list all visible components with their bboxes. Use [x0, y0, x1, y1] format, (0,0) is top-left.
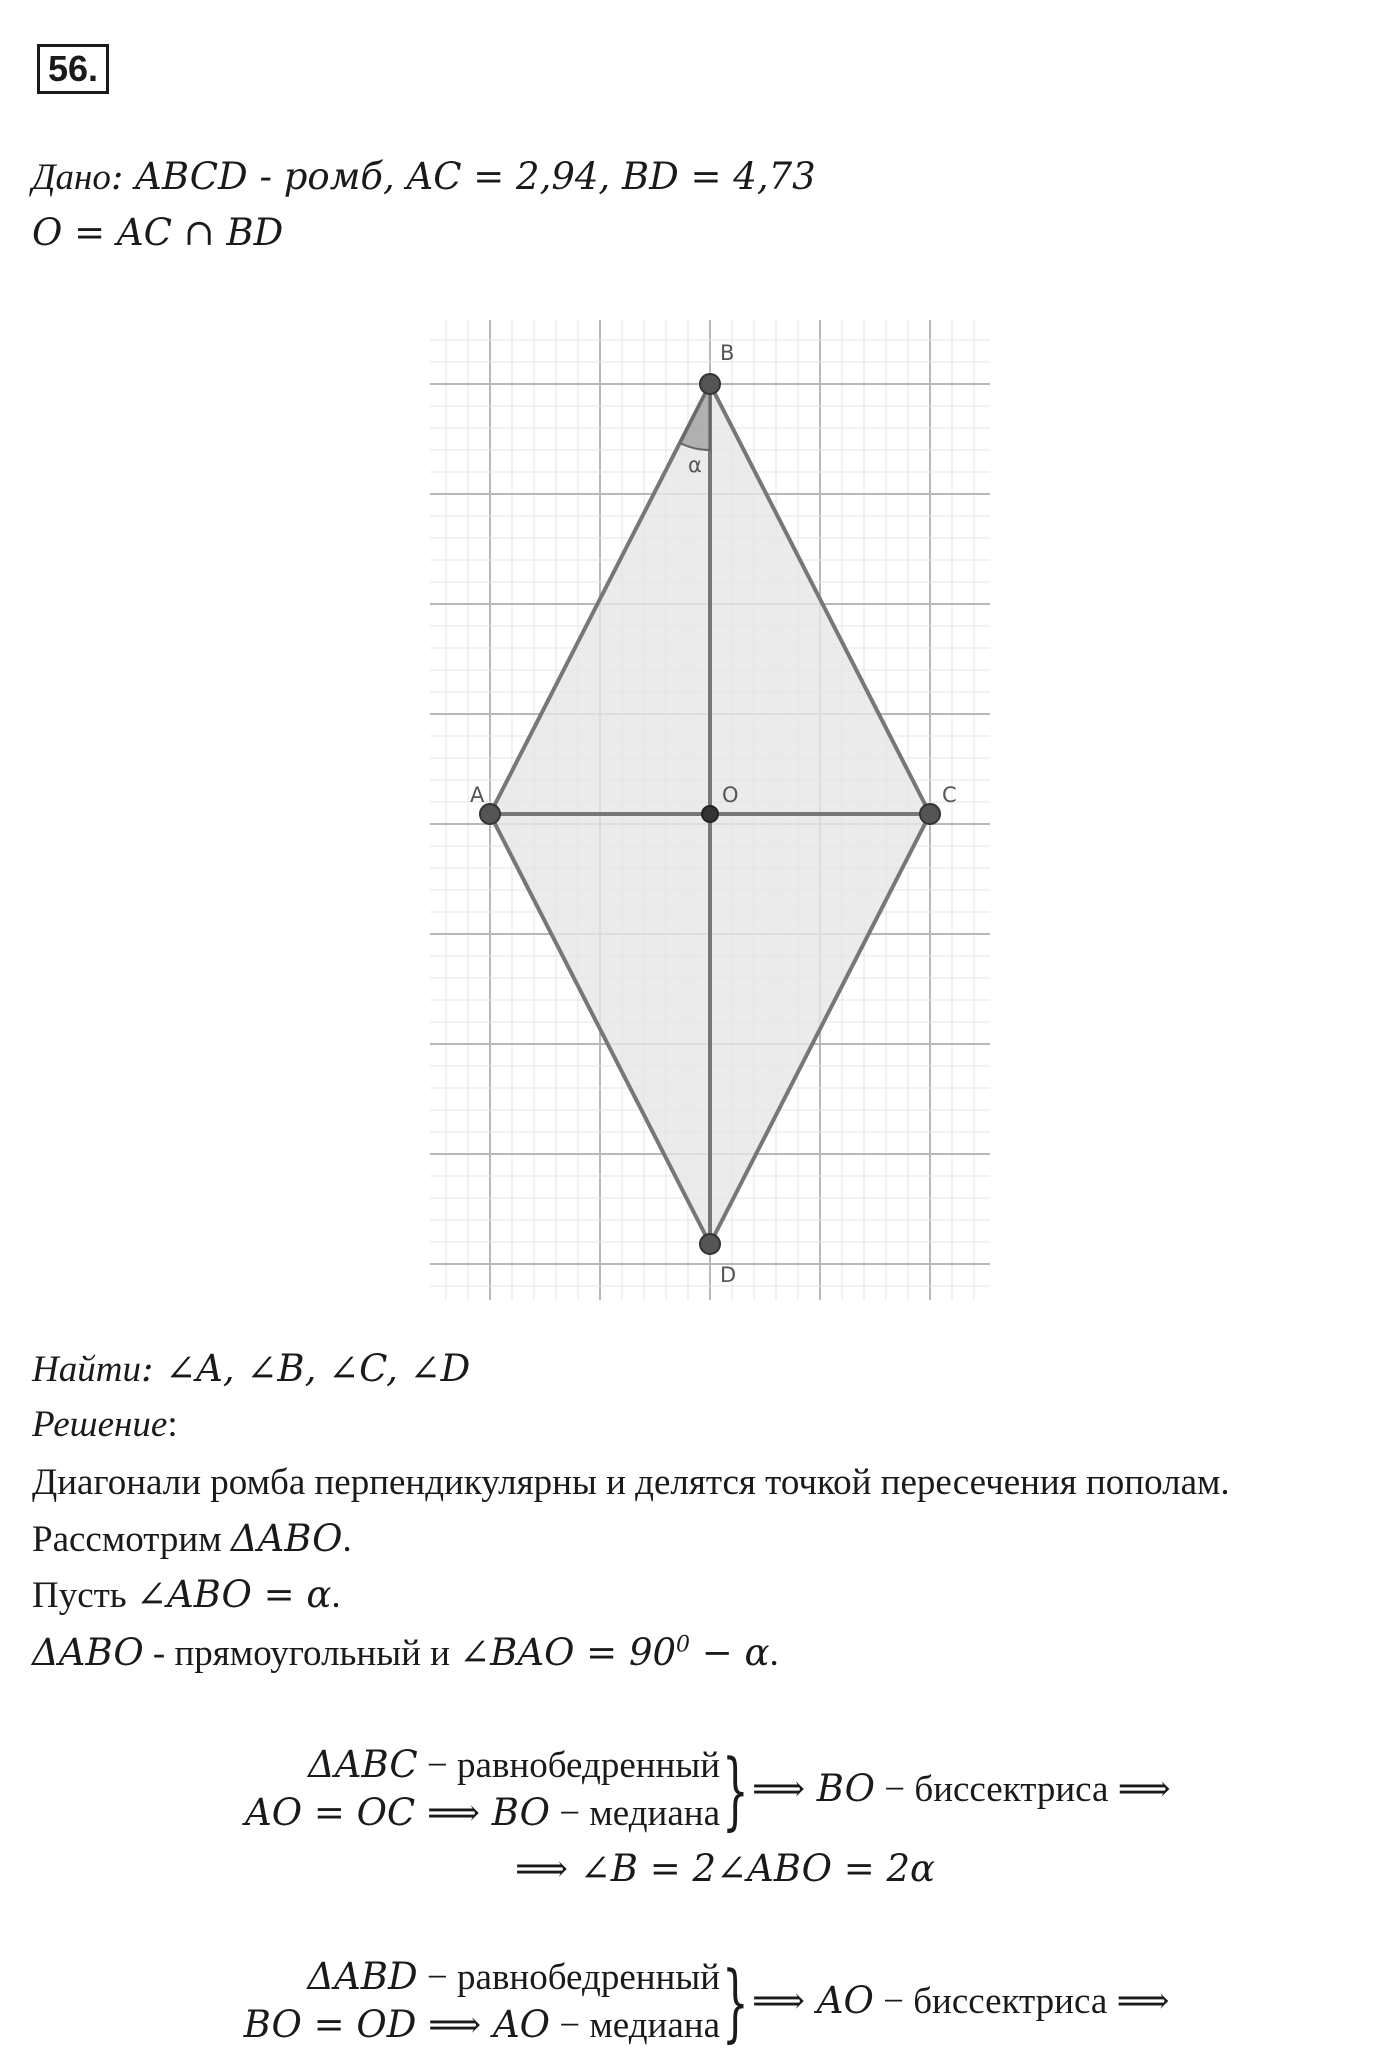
system1-brace: } [722, 1741, 749, 1839]
label-o: O [722, 783, 739, 807]
system1-conclusion: ⟹ ∠B = 2∠ABO = 2α [515, 1847, 936, 1890]
sl4-math2: ∠BAO = 90 [459, 1631, 677, 1674]
sl4-text: - прямоугольный и [143, 1633, 460, 1674]
sl3-text: Пусть [32, 1575, 136, 1616]
given-label: Дано [32, 157, 111, 198]
sl2-math: ΔABO [230, 1517, 343, 1560]
find-text: : ∠A, ∠B, ∠C, ∠D [140, 1347, 471, 1390]
given-line-1 [32, 154, 816, 201]
system2-brace: } [722, 1953, 749, 2051]
s2r2-text: − медиана [550, 2005, 720, 2046]
system1-row1 [150, 1742, 720, 1789]
problem-number: 56. [37, 44, 109, 94]
solution-line-2 [32, 1516, 352, 1563]
sl4-end: . [769, 1633, 779, 1674]
given-line-2: O = AC ∩ BD [32, 211, 284, 254]
sl2-text: Рассмотрим [32, 1519, 231, 1560]
system2-row2 [150, 2002, 720, 2049]
sl3-math: ∠ABO = α [135, 1573, 332, 1616]
solution-line-4 [32, 1630, 779, 1677]
s1r1-math: ΔABC [308, 1743, 418, 1786]
system1-row2 [150, 1790, 720, 1837]
find-line [32, 1346, 470, 1393]
solution-line-3 [32, 1572, 341, 1619]
find-label: Найти [32, 1349, 141, 1390]
sl2-end: . [342, 1519, 352, 1560]
s2r1-text: − равнобедренный [417, 1957, 720, 1998]
s2res-text: − биссектриса ⟹ [873, 1981, 1170, 2022]
angle-alpha-label: α [688, 453, 702, 477]
point-a [480, 804, 500, 824]
s1res-text: − биссектриса ⟹ [875, 1769, 1171, 1810]
label-a: A [470, 783, 485, 807]
point-o [702, 806, 718, 822]
rhombus-figure [430, 320, 990, 1300]
solution-colon: : [167, 1404, 178, 1445]
s1r2-math: AO = OC ⟹ BO [245, 1791, 550, 1834]
s1res-math: ⟹ BO [752, 1767, 876, 1810]
s1r2-text: − медиана [550, 1793, 720, 1834]
point-b [700, 374, 720, 394]
given-text: : ABCD - ромб, AC = 2,94, BD = 4,73 [110, 155, 816, 198]
s2res-math: ⟹ AO [752, 1979, 874, 2022]
solution-heading [32, 1402, 178, 1448]
solution-line-1: Диагонали ромба перпендикулярны и делятся точкой пересечения пополам. [32, 1462, 1230, 1503]
system2-row1 [150, 1954, 720, 2001]
system1-result [752, 1766, 1171, 1813]
point-d [700, 1234, 720, 1254]
label-b: B [720, 341, 735, 365]
s2r2-math: BO = OD ⟹ AO [243, 2003, 550, 2046]
s2r1-math: ΔABD [307, 1955, 418, 1998]
sl4-math3: − α [690, 1631, 770, 1674]
sl4-sup: 0 [676, 1632, 691, 1658]
label-d: D [720, 1263, 737, 1287]
s1r1-text: − равнобедренный [417, 1745, 720, 1786]
label-c: C [942, 783, 957, 807]
sl3-end: . [331, 1575, 341, 1616]
solution-label: Решение [32, 1404, 168, 1445]
system2-result [752, 1978, 1170, 2025]
sl4-math1: ΔABO [32, 1631, 144, 1674]
point-c [920, 804, 940, 824]
